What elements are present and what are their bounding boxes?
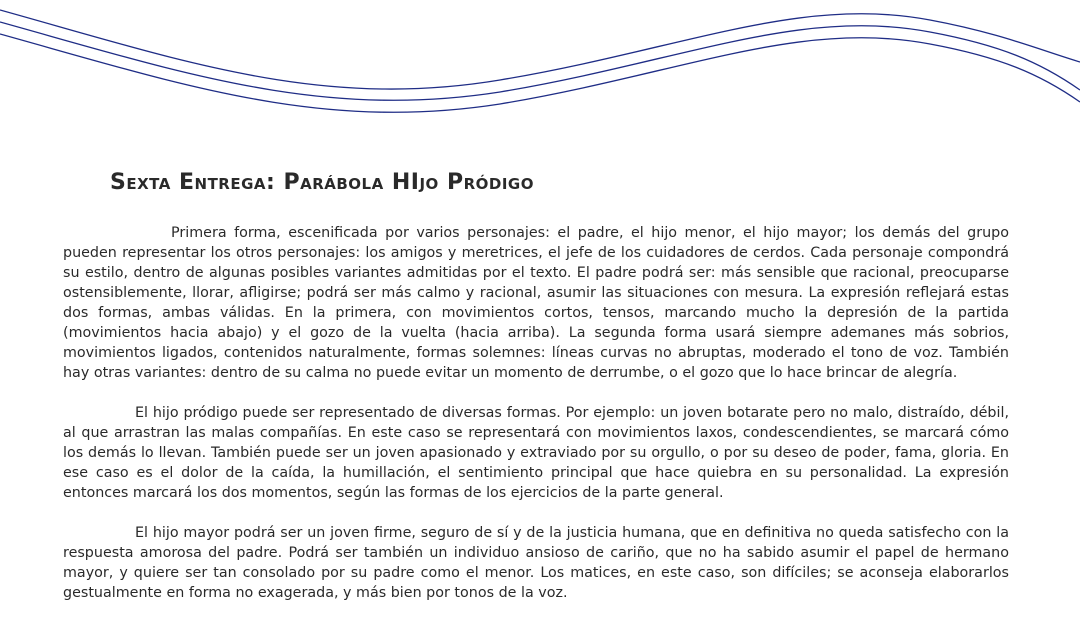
paragraph-primera-forma: Primera forma, escenificada por varios personajes: el padre, el hijo menor, el hijo mayor; los demás del grupo pueden representar los otros personajes: los amigos y meretrices, el jefe de los cuidadores de cerdos. Cada personaje compondrá su estilo, dentro de algunas posibles variantes admitidas por el texto. El padre podrá ser: más sensible que racional, preocuparse ostensiblemente, llorar, afligirse; podrá ser más calmo y racional, asumir las situaciones con mesura. La expresión reflejará estas dos formas, ambas válidas. En la primera, con movimientos cortos, tensos, marcando mucho la depresión de la partida (movimientos hacia abajo) y el gozo de la vuelta (hacia arriba). La segunda forma usará siempre ademanes más sobrios, movimientos ligados, contenidos naturalmente, formas solemnes: líneas curvas no abruptas, moderado el tono de voz. También hay otras variantes: dentro de su calma no puede evitar un momento de derrumbe, o el gozo que lo hace brincar de alegría. bbox=[63, 225, 1009, 381]
page-title: Sexta Entrega: Parábola HIjo Pródigo bbox=[110, 170, 534, 195]
wave-line-top bbox=[0, 10, 1080, 89]
paragraph-hijo-mayor: El hijo mayor podrá ser un joven firme, seguro de sí y de la justicia humana, que en definitiva no queda satisfecho con la respuesta amorosa del padre. Podrá ser también un individuo ansioso de cariño, que no ha sabido asumir el papel de hermano mayor, y quiere ser tan consolado por su padre como el menor. Los matices, en este caso, son difíciles; se aconseja elaborarlos gestualmente en forma no exagerada, y más bien por tonos de la voz. bbox=[63, 525, 1009, 601]
document-body bbox=[63, 223, 1009, 603]
paragraph-hijo-prodigo: El hijo pródigo puede ser representado de diversas formas. Por ejemplo: un joven botarate pero no malo, distraído, débil, al que arrastran las malas compañías. En este caso se representará con movimientos laxos, condescendientes, se marcará cómo los demás lo llevan. También puede ser un joven apasionado y extraviado por su orgullo, o por su deseo de poder, fama, gloria. En ese caso es el dolor de la caída, la humillación, el sentimiento principal que hace quiebra en su personalidad. La expresión entonces marcará los dos momentos, según las formas de los ejercicios de la parte general. bbox=[63, 405, 1009, 501]
decorative-wave-lines bbox=[0, 0, 1080, 130]
wave-line-middle bbox=[0, 22, 1080, 100]
